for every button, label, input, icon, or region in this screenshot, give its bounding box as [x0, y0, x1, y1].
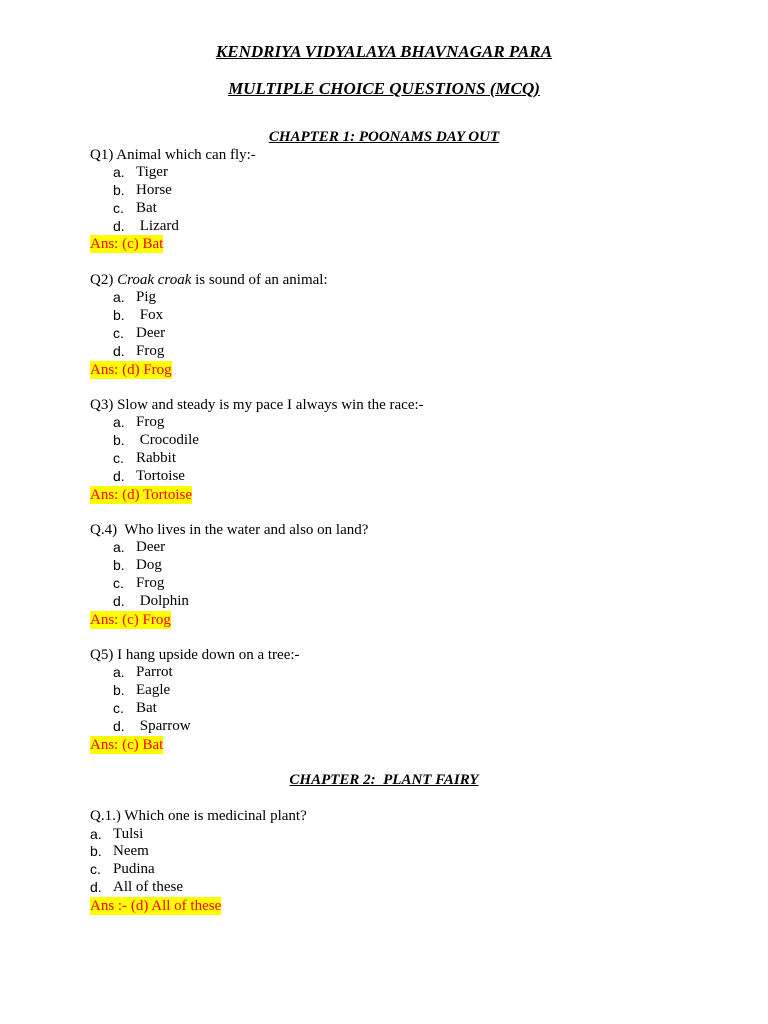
question-5: Q5) I hang upside down on a tree:-	[90, 647, 300, 663]
school-title: KENDRIYA VIDYALAYA BHAVNAGAR PARA	[215, 42, 553, 61]
question-ch2-1: Q.1.) Which one is medicinal plant?	[90, 808, 307, 824]
document-page: KENDRIYA VIDYALAYA BHAVNAGAR PARA MULTIPLE CHOICE QUESTIONS (MCQ) CHAPTER 1: POONAMS DAY OUT Q1) Animal which can fly:- a. Tiger b. Horse c. Bat d. Lizard Ans: (c) Bat Q2) Croak croak is sound of an animal: a. Pig b. Fox c. Deer d. Frog Ans: (d) Frog Q3) Slow and steady is my pace I always win the race:- a. Frog b. Crocodile c. Rabbit d. Tortoise Ans: (d) Tortoise Q.4) Who lives in the water and also on land? a. Deer b. Dog c. Frog d. Dolphin Ans: (c) Frog Q5) I hang upside down on a tree:- a. Parrot b. Eagle c. Bat d. Sparrow Ans: (c) Bat CHAPTER 2: PLANT FAIRY Q.1.) Which one is medicinal plant? a. Tulsi b. Neem c. Pudina d. All of these Ans :- (d) All of these	[0, 0, 768, 1024]
answer-highlight: Ans: (c) Frog	[90, 612, 171, 628]
italic-sound-text: Croak croak	[117, 272, 192, 288]
answer-highlight: Ans: (d) Frog	[90, 362, 172, 378]
question-4: Q.4) Who lives in the water and also on land?	[90, 522, 369, 538]
answer-highlight: Ans :- (d) All of these	[90, 898, 222, 914]
question-3: Q3) Slow and steady is my pace I always win the race:-	[90, 397, 424, 413]
question-2: Q2) Croak croak is sound of an animal:	[90, 272, 328, 288]
answer-highlight: Ans: (c) Bat	[90, 737, 164, 753]
document-subtitle: MULTIPLE CHOICE QUESTIONS (MCQ)	[228, 79, 540, 98]
chapter-2-title: CHAPTER 2: PLANT FAIRY	[289, 772, 479, 788]
answer-highlight: Ans: (c) Bat	[90, 236, 164, 252]
answer-highlight: Ans: (d) Tortoise	[90, 487, 192, 503]
chapter-1-title: CHAPTER 1: POONAMS DAY OUT	[268, 129, 500, 145]
question-1: Q1) Animal which can fly:-	[90, 147, 256, 163]
